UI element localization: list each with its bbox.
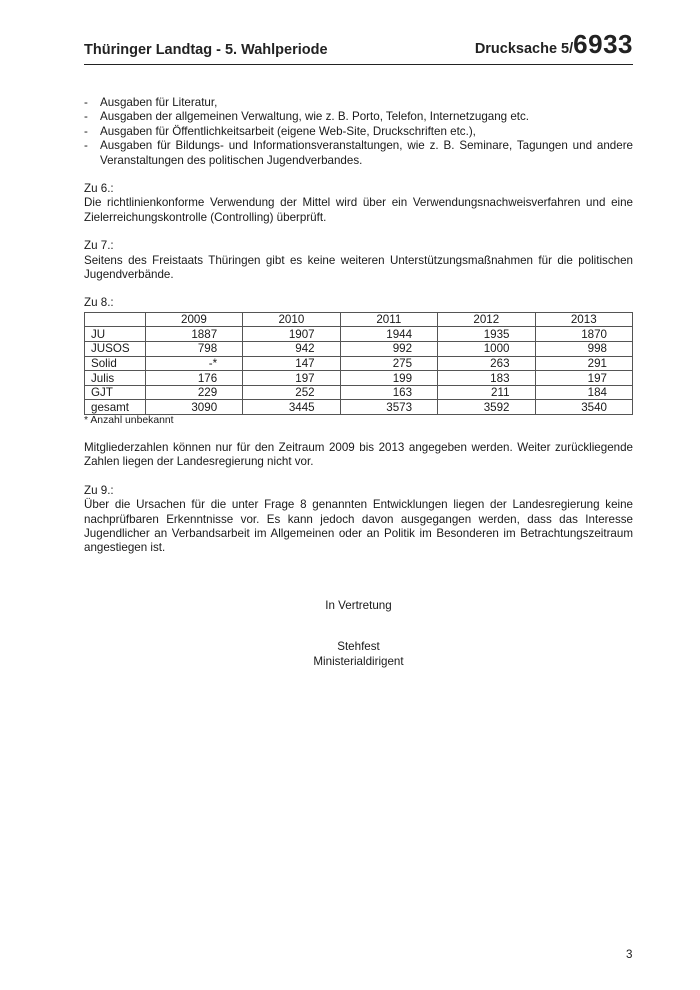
list-item: - Ausgaben der allgemeinen Verwaltung, wie z. B. Porto, Telefon, Internetzugang etc. (84, 110, 530, 124)
document-prefix: Drucksache 5/ (474, 41, 574, 57)
table-row (85, 356, 633, 371)
table-footnote: * Anzahl unbekannt (84, 415, 174, 427)
table-cell: 211 (438, 385, 535, 400)
section-zu7 (84, 239, 633, 282)
closing-line: In Vertretung (325, 598, 392, 612)
table-header-cell: 2011 (340, 312, 437, 327)
section-heading: Zu 6.: (84, 182, 114, 196)
signatory-name: Stehfest (337, 640, 380, 654)
table-row (85, 371, 633, 386)
table-row-label: Julis (85, 371, 146, 386)
table-header-row (85, 312, 633, 327)
table-cell: 998 (535, 342, 632, 357)
section-heading: Zu 9.: (84, 483, 114, 497)
section-text: Die richtlinienkonforme Verwendung der Mittel wird über ein Verwendungsnachweisverfahren und eine Zielerreichungskontrolle (Controlling) überprüft. (84, 196, 633, 224)
document-number: 6933 (573, 29, 633, 59)
section-text: Über die Ursachen für die unter Frage 8 genannten Entwicklungen liegen der Landesregierung keine nachprüfbaren Erkenntnisse vor. Es kann jedoch davon ausgegangen werden, dass das Interesse Jugendlicher an Verbandsarbeit im Allgemeinen oder an Politik im Besonderen im Betrachtungszeitraum angestiegen ist. (84, 498, 633, 555)
table-row (85, 385, 633, 400)
table-cell: 3592 (438, 400, 535, 415)
table-cell: 942 (243, 342, 340, 357)
table-cell: 263 (438, 356, 535, 371)
table-cell: 1887 (145, 327, 242, 342)
table-cell: 1000 (438, 342, 535, 357)
closing-block (84, 599, 633, 669)
table-row-label: gesamt (85, 400, 146, 415)
table-row (85, 342, 633, 357)
table-row-label: JUSOS (85, 342, 146, 357)
table-cell: 229 (145, 385, 242, 400)
table-cell: 3445 (243, 400, 340, 415)
table-cell: 197 (535, 371, 632, 386)
list-item: - Ausgaben für Literatur, (84, 96, 218, 109)
table-cell: 798 (145, 342, 242, 357)
page-header (84, 30, 633, 65)
expense-list (84, 96, 633, 168)
section-zu9 (84, 484, 633, 556)
table-cell: 176 (145, 371, 242, 386)
table-row-label: GJT (85, 385, 146, 400)
table-cell: 183 (438, 371, 535, 386)
list-item: - Ausgaben für Bildungs- und Informationsveranstaltungen, wie z. B. Seminare, Tagungen und andere Veranstaltungen des politischen Jugendverbandes. (84, 139, 633, 167)
table-cell: 1944 (340, 327, 437, 342)
table-header-cell: 2009 (145, 312, 242, 327)
table-cell: 291 (535, 356, 632, 371)
table-cell: 1935 (438, 327, 535, 342)
section-heading: Zu 8.: (84, 296, 114, 310)
table-cell: 252 (243, 385, 340, 400)
section-text: Seitens des Freistaats Thüringen gibt es keine weiteren Unterstützungsmaßnahmen für die politischen Jugendverbände. (84, 253, 633, 282)
document-reference (475, 29, 633, 60)
table-cell: 197 (243, 371, 340, 386)
table-header-cell: 2010 (243, 312, 340, 327)
table-cell: 199 (340, 371, 437, 386)
table-cell: 3573 (340, 400, 437, 415)
table-cell: 163 (340, 385, 437, 400)
table-cell: 184 (535, 385, 632, 400)
table-row-label: Solid (85, 356, 146, 371)
list-item: - Ausgaben für Öffentlichkeitsarbeit (eigene Web-Site, Druckschriften etc.), (84, 124, 476, 138)
table-cell: 275 (340, 356, 437, 371)
table-cell: 1907 (243, 327, 340, 342)
table-cell: 147 (243, 356, 340, 371)
section-heading: Zu 7.: (84, 239, 114, 253)
parliament-title: Thüringer Landtag - 5. Wahlperiode (84, 42, 328, 58)
table-cell: 992 (340, 342, 437, 357)
membership-table (84, 312, 633, 415)
section-zu8 (84, 296, 633, 469)
table-row (85, 400, 633, 415)
table-cell (85, 312, 146, 327)
document-body (84, 96, 633, 669)
page-number: 3 (626, 948, 633, 961)
signatory-role: Ministerialdirigent (313, 654, 404, 668)
table-row-label: JU (85, 327, 146, 342)
table-row (85, 327, 633, 342)
table-cell: -* (145, 356, 242, 371)
table-header-cell: 2013 (535, 312, 632, 327)
table-cell: 3090 (145, 400, 242, 415)
table-cell: 3540 (535, 400, 632, 415)
section-zu6 (84, 182, 633, 225)
table-cell: 1870 (535, 327, 632, 342)
section-text: Mitgliederzahlen können nur für den Zeitraum 2009 bis 2013 angegeben werden. Weiter zurückliegende Zahlen liegen der Landesregierung nicht vor. (84, 441, 633, 469)
table-header-cell: 2012 (438, 312, 535, 327)
